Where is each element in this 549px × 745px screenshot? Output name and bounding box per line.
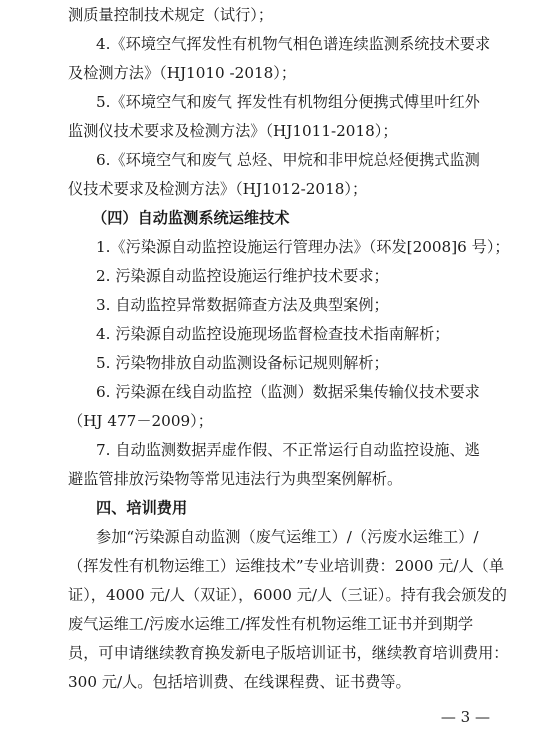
list-item-4-line-1: 4.《环境空气挥发性有机物气相色谱连续监测系统技术要求 [96, 35, 491, 53]
sub-item-2: 2. 污染源自动监控设施运行维护技术要求； [96, 267, 389, 285]
fees-paragraph-line-2: （挥发性有机物运维工）运维技术”专业培训费：2000 元/人（单 [68, 557, 505, 575]
fees-paragraph-line-5: 员，可申请继续教育换发新电子版培训证书，继续教育培训费用： [68, 644, 509, 662]
page-number: — 3 — [440, 708, 490, 726]
sub-item-7-line-1: 7. 自动监测数据弄虚作假、不正常运行自动监控设施、逃 [96, 441, 480, 459]
sub-item-3: 3. 自动监控异常数据筛查方法及典型案例； [96, 296, 389, 314]
fees-paragraph-line-1: 参加“污染源自动监测（废气运维工）/（污废水运维工）/ [96, 528, 479, 546]
sub-item-7-line-2: 避监管排放污染物等常见违法行为典型案例解析。 [68, 470, 403, 488]
section-heading-4-auto-monitoring: （四）自动监测系统运维技术 [92, 209, 290, 227]
section-heading-training-fees: 四、培训费用 [96, 499, 188, 517]
sub-item-1: 1.《污染源自动监控设施运行管理办法》（环发[2008]6 号）； [96, 238, 510, 256]
fees-paragraph-line-6: 300 元/人。包括培训费、在线课程费、证书费等。 [68, 673, 411, 691]
sub-item-6-line-1: 6. 污染源在线自动监控（监测）数据采集传输仪技术要求 [96, 383, 480, 401]
list-item-6-line-1: 6.《环境空气和废气 总烃、甲烷和非甲烷总烃便携式监测 [96, 151, 480, 169]
sub-item-6-line-2: （HJ 477－2009）； [68, 412, 213, 430]
list-item-6-line-2: 仪技术要求及检测方法》（HJ1012-2018）； [68, 180, 368, 198]
list-item-4-line-2: 及检测方法》（HJ1010 -2018）； [68, 64, 297, 82]
sub-item-4: 4. 污染源自动监控设施现场监督检查技术指南解析； [96, 325, 450, 343]
list-item-5-line-2: 监测仪技术要求及检测方法》（HJ1011-2018）； [68, 122, 398, 140]
list-item-5-line-1: 5.《环境空气和废气 挥发性有机物组分便携式傅里叶红外 [96, 93, 480, 111]
sub-item-5: 5. 污染物排放自动监测设备标记规则解析； [96, 354, 389, 372]
fees-paragraph-line-3: 证），4000 元/人（双证），6000 元/人（三证）。持有我会颁发的 [68, 586, 507, 604]
fees-paragraph-line-4: 废气运维工/污废水运维工/挥发性有机物运维工证书并到期学 [68, 615, 474, 633]
text-line-quality-control: 测质量控制技术规定（试行）； [68, 6, 274, 24]
